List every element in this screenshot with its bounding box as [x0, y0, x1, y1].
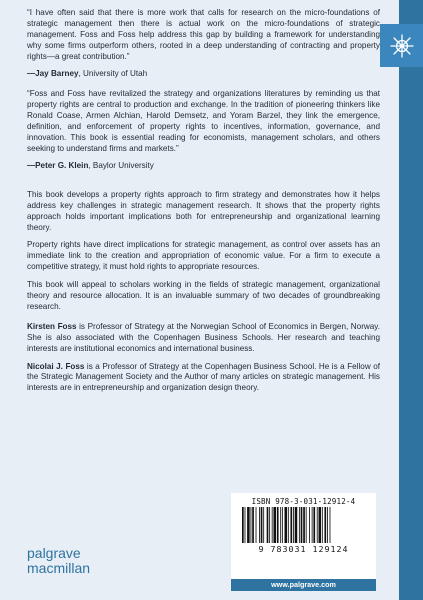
review-author: —Jay Barney: [27, 68, 79, 78]
palgrave-logo-badge: [380, 24, 423, 67]
barcode-bar: [261, 507, 263, 543]
barcode-bar: [303, 507, 305, 543]
publisher-name-line1: palgrave: [27, 545, 81, 561]
description-paragraph: This book develops a property rights approach to firm strategy and demonstrates how it helps address key challenges in strategic management research. It shows that the property rights approach holds important implications both for entrepreneurship and organizational learning theory.: [27, 189, 380, 232]
barcode-bar: [324, 507, 326, 543]
author-name: Kirsten Foss: [27, 321, 77, 331]
description-paragraph: Property rights have direct implications for strategic management, as control over assets has an immediate link to the creation and appropriation of economic value. For a firm to execute a competitive strategy, it must hold rights to appropriate resources.: [27, 240, 380, 272]
barcode-bar: [245, 507, 246, 543]
review-author: —Peter G. Klein: [27, 160, 89, 170]
isbn-label: ISBN 978-3-031-12912-4: [251, 497, 356, 506]
barcode-bar: [259, 507, 260, 543]
barcode-bar: [319, 507, 322, 543]
barcode-bar: [301, 507, 303, 543]
barcode-bar: [309, 507, 310, 543]
review-affiliation: , Baylor University: [88, 160, 154, 170]
author-name: Nicolai J. Foss: [27, 361, 85, 371]
publisher-logo: [27, 546, 90, 576]
barcode-bar: [317, 507, 318, 543]
palgrave-star-icon: [389, 33, 415, 59]
barcode-bar: [247, 507, 250, 543]
barcode-bar: [251, 507, 252, 543]
barcode-bar: [282, 507, 283, 543]
barcode-bar: [306, 507, 307, 543]
barcode-bar: [252, 507, 254, 543]
barcode-bar: [273, 507, 276, 543]
barcode-bar: [313, 507, 315, 543]
barcode-digits: 9 783031 129124: [258, 544, 349, 554]
barcode-bar: [267, 507, 269, 543]
barcode-box: [231, 493, 376, 579]
publisher-name-line2: macmillan: [27, 560, 91, 576]
publisher-url: www.palgrave.com: [231, 579, 376, 591]
barcode-bar: [288, 507, 289, 543]
review-affiliation: , University of Utah: [78, 68, 148, 78]
barcode-bar: [269, 507, 270, 543]
author-bio-text: is Professor of Strategy at the Norwegian School of Economics in Bergen, Norway. She is also associated with the Copenhagen Business Schools. Her research and teaching interests are institutional economics and international business.: [27, 321, 380, 353]
description-paragraph: This book will appeal to scholars working in the fields of strategic management, organizational theory and resource allocation. It is an invaluable summary of two decades of groundbreaking research.: [27, 280, 380, 311]
barcode-bar: [263, 507, 264, 543]
spine-stripe: [399, 0, 423, 600]
barcode-image: [240, 507, 367, 543]
back-cover-text: [27, 8, 380, 401]
barcode-bar: [256, 507, 257, 543]
barcode-bar: [280, 507, 281, 543]
barcode-bar: [322, 507, 323, 543]
barcode-bar: [242, 507, 244, 543]
review-attribution: [27, 69, 380, 80]
barcode-bar: [290, 507, 292, 543]
author-bio: [27, 362, 380, 395]
author-bio-text: is a Professor of Strategy at the Copenhagen Business School. He is a Fellow of the Strategic Management Society and the Author of many articles on strategic management. His interests are in entrepreneurship and organization design theory.: [27, 361, 380, 393]
barcode-bar: [285, 507, 288, 543]
barcode-bar: [330, 507, 331, 543]
barcode-bar: [312, 507, 313, 543]
review-quote: “Foss and Foss have revitalized the strategy and organizations literatures by reminding us that property rights are central to production and exchange. In the tradition of pioneering thinkers like Ronald Coase, Armen Alchian, Harold Demsetz, and Yoram Barzel, they link the emergence, definition, and enforcement of property rights to incentives, information, governance, and innovation. This book is essential reading for economists, management scholars, and others seeking to understand firms and markets.”: [27, 89, 380, 153]
barcode-bar: [277, 507, 279, 543]
barcode-bar: [299, 507, 300, 543]
review-quote: “I have often said that there is more work that calls for research on the micro-foundations of strategic management then there is actual work on the micro-foundations of strategic management. Foss and Foss help address this gap by building a framework for understanding why some firms outperform others, rooted in a deep understanding of contracting and property rights—a great contribution.”: [27, 8, 380, 61]
barcode-bar: [272, 507, 273, 543]
review-attribution: [27, 161, 380, 172]
barcode-bar: [293, 507, 294, 543]
barcode-bar: [327, 507, 328, 543]
author-bio: [27, 322, 380, 355]
barcode-bar: [295, 507, 298, 543]
